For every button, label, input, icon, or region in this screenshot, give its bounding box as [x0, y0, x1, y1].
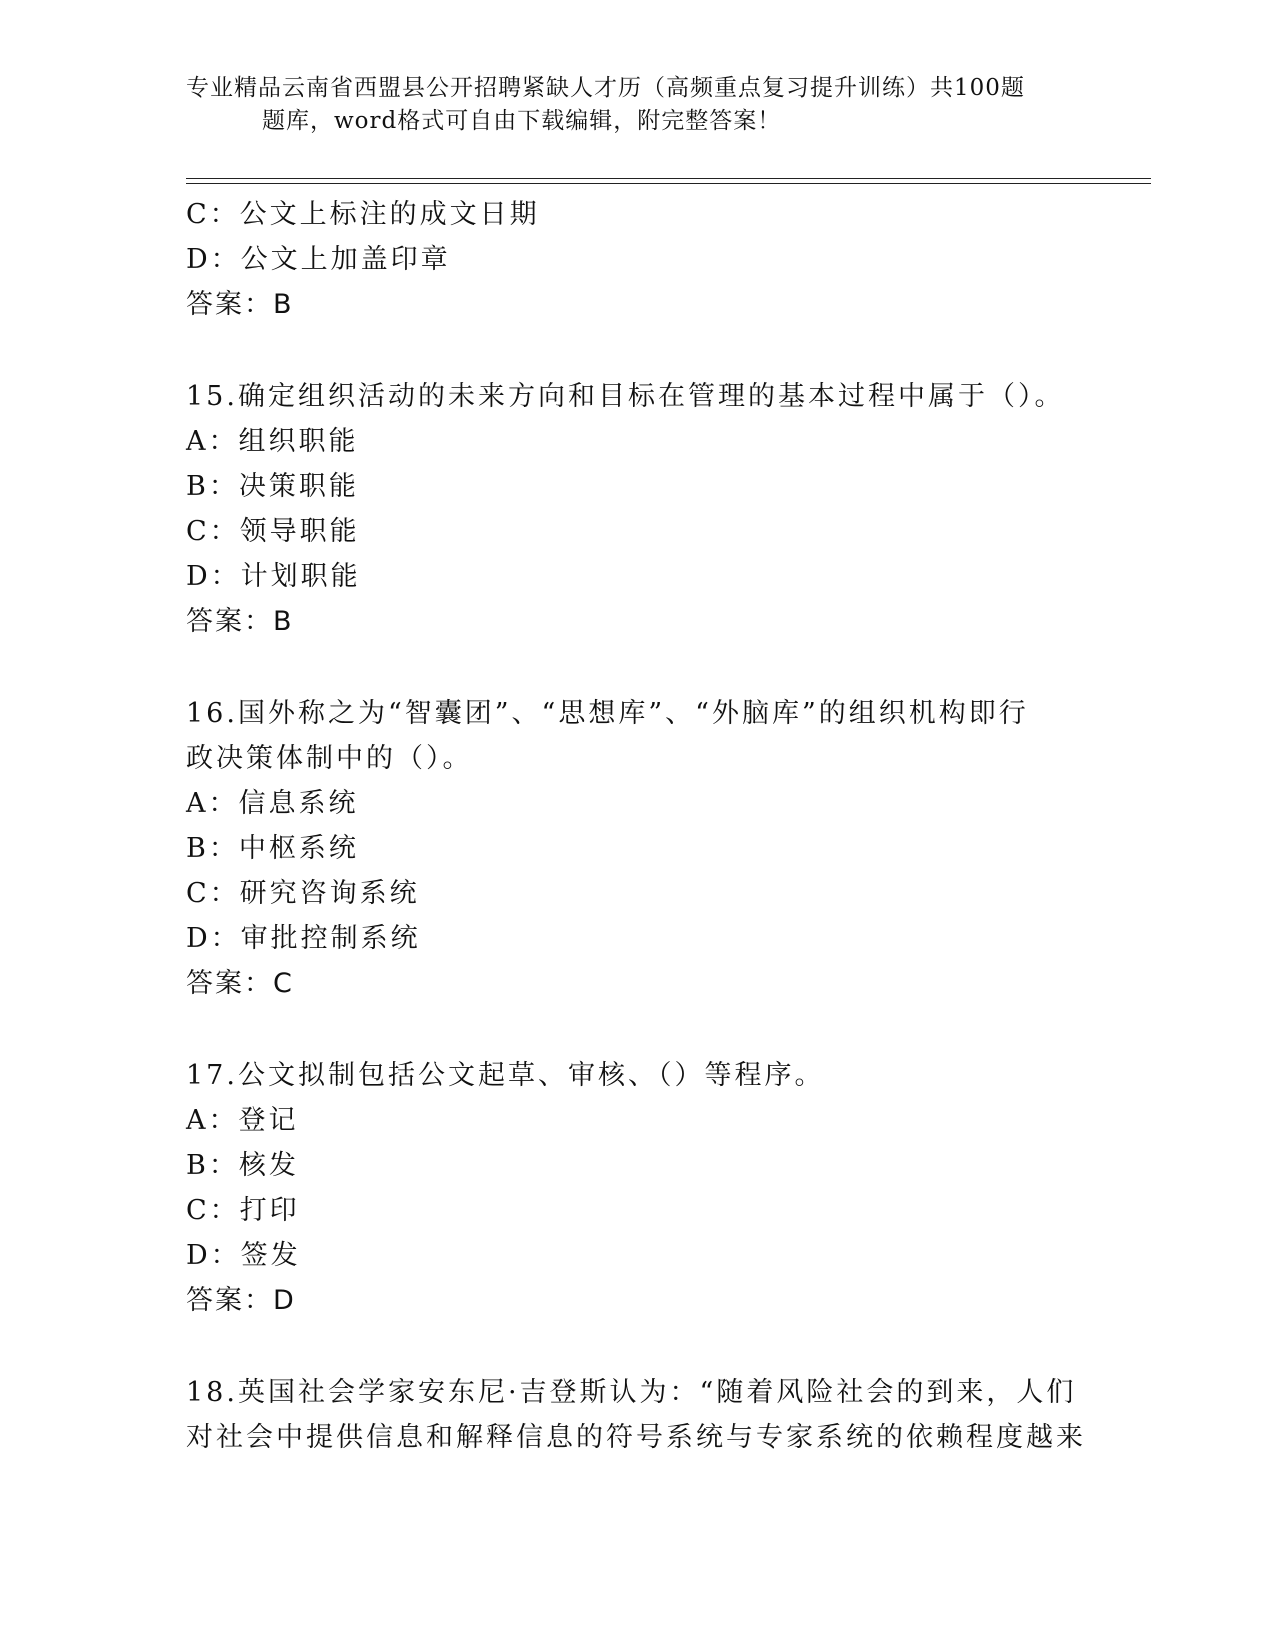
option-d: D：签发	[186, 1240, 301, 1271]
question-stem-line-1: 16.国外称之为“智囊团”、“思想库”、“外脑库”的组织机构即行	[186, 698, 1029, 729]
option-c: C：打印	[186, 1195, 300, 1226]
document-header	[186, 72, 1066, 138]
header-rule-bottom	[186, 183, 1151, 184]
option-c: C：研究咨询系统	[186, 878, 420, 909]
option-a: A：登记	[186, 1105, 299, 1136]
question-17	[186, 1053, 1086, 1323]
answer: 答案：B	[186, 289, 294, 320]
question-stem-line-1: 18.英国社会学家安东尼·吉登斯认为：“随着风险社会的到来，人们	[186, 1377, 1077, 1408]
question-stem-line-2: 对社会中提供信息和解释信息的符号系统与专家系统的依赖程度越来	[186, 1422, 1086, 1453]
header-line-1: 专业精品云南省西盟县公开招聘紧缺人才历（高频重点复习提升训练）共100题	[186, 75, 1025, 101]
question-15	[186, 374, 1086, 644]
header-line-2: 题库，word格式可自由下载编辑，附完整答案！	[262, 108, 782, 134]
question-stem-line-2: 政决策体制中的（）。	[186, 743, 473, 774]
question-18	[186, 1370, 1086, 1460]
option-a: A：组织职能	[186, 426, 359, 457]
question-list	[186, 192, 1086, 1460]
option-b: B：决策职能	[186, 471, 359, 502]
option-c: C：公文上标注的成文日期	[186, 199, 540, 230]
question-stem: 17.公文拟制包括公文起草、审核、（）等程序。	[186, 1060, 825, 1091]
option-c: C：领导职能	[186, 516, 360, 547]
header-rule-top	[186, 178, 1151, 179]
answer: 答案：C	[186, 968, 294, 999]
question-stem: 15.确定组织活动的未来方向和目标在管理的基本过程中属于（）。	[186, 381, 1065, 412]
answer: 答案：D	[186, 1285, 296, 1316]
answer: 答案：B	[186, 606, 294, 637]
option-b: B：中枢系统	[186, 833, 359, 864]
option-d: D：计划职能	[186, 561, 361, 592]
option-a: A：信息系统	[186, 788, 359, 819]
question-16	[186, 691, 1086, 1006]
question-14-tail	[186, 192, 1086, 327]
option-d: D：审批控制系统	[186, 923, 421, 954]
option-d: D：公文上加盖印章	[186, 244, 451, 275]
option-b: B：核发	[186, 1150, 299, 1181]
